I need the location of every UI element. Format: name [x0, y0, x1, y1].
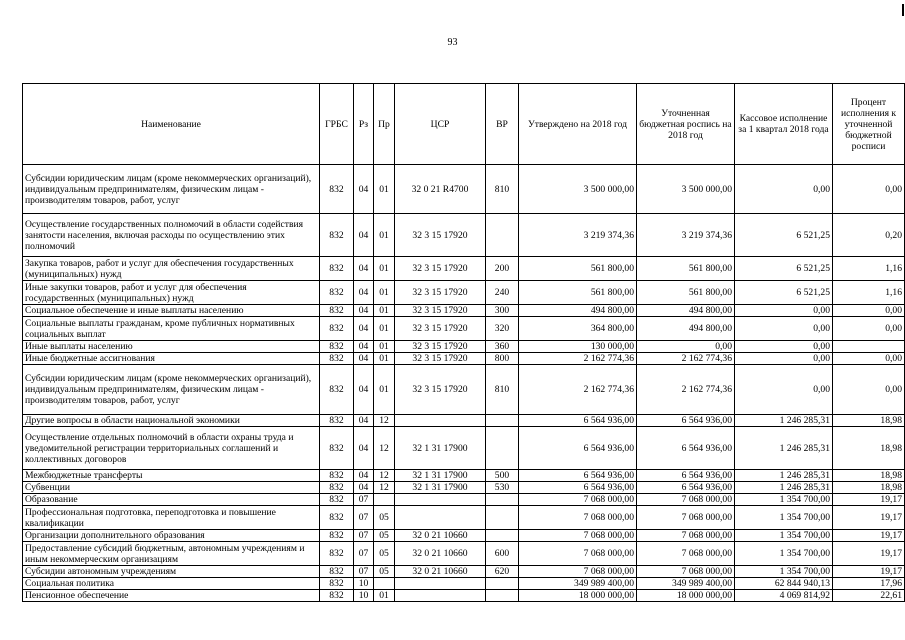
cell-approved: 18 000 000,00: [519, 590, 637, 602]
cell-grbs: 832: [320, 365, 354, 415]
cell-revised: 349 989 400,00: [637, 578, 735, 590]
cell-approved: 494 800,00: [519, 305, 637, 317]
cell-approved: 2 162 774,36: [519, 353, 637, 365]
cell-cash: 0,00: [735, 341, 833, 353]
cell-csr: 32 0 21 10660: [395, 542, 486, 566]
cell-percent: 0,00: [833, 353, 905, 365]
cell-approved: 349 989 400,00: [519, 578, 637, 590]
cell-csr: [395, 494, 486, 506]
table-row: [23, 305, 905, 317]
cell-vr: 300: [486, 305, 519, 317]
cell-csr: 32 0 21 R4700: [395, 165, 486, 214]
cell-approved: 3 219 374,36: [519, 214, 637, 257]
cell-csr: 32 3 15 17920: [395, 353, 486, 365]
cell-vr: 810: [486, 165, 519, 214]
table-row: [23, 365, 905, 415]
header-csr: ЦСР: [395, 84, 486, 165]
cell-vr: 240: [486, 281, 519, 305]
cell-approved: 6 564 936,00: [519, 427, 637, 470]
cell-revised: 6 564 936,00: [637, 415, 735, 427]
cell-pr: 01: [374, 341, 395, 353]
cell-revised: 7 068 000,00: [637, 530, 735, 542]
cell-percent: 19,17: [833, 542, 905, 566]
cell-revised: 7 068 000,00: [637, 542, 735, 566]
cell-revised: 7 068 000,00: [637, 494, 735, 506]
cell-grbs: 832: [320, 470, 354, 482]
cell-csr: 32 3 15 17920: [395, 214, 486, 257]
header-percent: Процент исполнения к уточненной бюджетной росписи: [833, 84, 905, 165]
cell-csr: 32 3 15 17920: [395, 281, 486, 305]
cell-grbs: 832: [320, 305, 354, 317]
cell-pr: 05: [374, 506, 395, 530]
cell-vr: [486, 415, 519, 427]
cell-grbs: 832: [320, 257, 354, 281]
cell-name: Пенсионное обеспечение: [23, 590, 320, 602]
cell-approved: 7 068 000,00: [519, 530, 637, 542]
cell-rz: 07: [354, 542, 374, 566]
cell-percent: 18,98: [833, 427, 905, 470]
cell-revised: 6 564 936,00: [637, 482, 735, 494]
cell-cash: 62 844 940,13: [735, 578, 833, 590]
budget-execution-table: [22, 83, 905, 602]
cell-grbs: 832: [320, 427, 354, 470]
cell-name: Организации дополнительного образования: [23, 530, 320, 542]
cell-name: Иные выплаты населению: [23, 341, 320, 353]
cell-csr: 32 1 31 17900: [395, 482, 486, 494]
cell-csr: [395, 578, 486, 590]
table-row: [23, 506, 905, 530]
scan-edge-mark: [902, 4, 904, 16]
cell-percent: 1,16: [833, 281, 905, 305]
cell-percent: 19,17: [833, 494, 905, 506]
cell-approved: 6 564 936,00: [519, 415, 637, 427]
table-row: [23, 214, 905, 257]
cell-cash: 6 521,25: [735, 214, 833, 257]
cell-cash: 1 246 285,31: [735, 470, 833, 482]
header-approved: Утверждено на 2018 год: [519, 84, 637, 165]
cell-vr: [486, 578, 519, 590]
cell-grbs: 832: [320, 494, 354, 506]
cell-grbs: 832: [320, 566, 354, 578]
cell-name: Профессиональная подготовка, переподготовка и повышение квалификации: [23, 506, 320, 530]
cell-percent: [833, 341, 905, 353]
cell-name: Иные бюджетные ассигнования: [23, 353, 320, 365]
cell-cash: 6 521,25: [735, 257, 833, 281]
cell-rz: 04: [354, 482, 374, 494]
cell-revised: 494 800,00: [637, 317, 735, 341]
cell-csr: [395, 590, 486, 602]
cell-name: Иные закупки товаров, работ и услуг для обеспечения государственных (муниципальных) нужд: [23, 281, 320, 305]
cell-csr: 32 0 21 10660: [395, 530, 486, 542]
cell-rz: 04: [354, 257, 374, 281]
cell-grbs: 832: [320, 506, 354, 530]
cell-revised: 7 068 000,00: [637, 566, 735, 578]
header-pr: Пр: [374, 84, 395, 165]
cell-revised: 2 162 774,36: [637, 365, 735, 415]
cell-percent: 0,00: [833, 165, 905, 214]
cell-name: Социальные выплаты гражданам, кроме публичных нормативных социальных выплат: [23, 317, 320, 341]
table-row: [23, 317, 905, 341]
cell-grbs: 832: [320, 165, 354, 214]
cell-name: Субсидии юридическим лицам (кроме некоммерческих организаций), индивидуальным предпринимателям, физическим лицам - производителям товаров, работ, услуг: [23, 165, 320, 214]
header-grbs: ГРБС: [320, 84, 354, 165]
cell-approved: 364 800,00: [519, 317, 637, 341]
table-row: [23, 281, 905, 305]
table-row: [23, 494, 905, 506]
cell-vr: [486, 494, 519, 506]
cell-pr: 01: [374, 281, 395, 305]
cell-rz: 04: [354, 470, 374, 482]
table-row: [23, 530, 905, 542]
cell-grbs: 832: [320, 542, 354, 566]
table-row: [23, 427, 905, 470]
cell-percent: 0,00: [833, 305, 905, 317]
cell-cash: 1 246 285,31: [735, 427, 833, 470]
cell-grbs: 832: [320, 317, 354, 341]
cell-grbs: 832: [320, 578, 354, 590]
cell-csr: 32 3 15 17920: [395, 317, 486, 341]
cell-pr: 12: [374, 470, 395, 482]
cell-grbs: 832: [320, 214, 354, 257]
table-body: [23, 165, 905, 602]
cell-approved: 2 162 774,36: [519, 365, 637, 415]
cell-approved: 7 068 000,00: [519, 566, 637, 578]
cell-grbs: 832: [320, 281, 354, 305]
cell-pr: 01: [374, 305, 395, 317]
cell-pr: 12: [374, 415, 395, 427]
cell-rz: 07: [354, 530, 374, 542]
table-row: [23, 415, 905, 427]
cell-percent: 19,17: [833, 566, 905, 578]
table-row: [23, 542, 905, 566]
table-row: [23, 257, 905, 281]
cell-approved: 130 000,00: [519, 341, 637, 353]
cell-percent: 17,96: [833, 578, 905, 590]
cell-pr: 01: [374, 590, 395, 602]
cell-grbs: 832: [320, 482, 354, 494]
cell-name: Образование: [23, 494, 320, 506]
cell-approved: 6 564 936,00: [519, 470, 637, 482]
cell-name: Социальная политика: [23, 578, 320, 590]
cell-approved: 3 500 000,00: [519, 165, 637, 214]
cell-csr: 32 3 15 17920: [395, 257, 486, 281]
cell-rz: 04: [354, 365, 374, 415]
cell-pr: [374, 494, 395, 506]
cell-grbs: 832: [320, 341, 354, 353]
cell-vr: [486, 590, 519, 602]
cell-name: Другие вопросы в области национальной экономики: [23, 415, 320, 427]
header-rz: Рз: [354, 84, 374, 165]
cell-csr: 32 1 31 17900: [395, 470, 486, 482]
cell-cash: 1 354 700,00: [735, 506, 833, 530]
cell-rz: 04: [354, 415, 374, 427]
cell-percent: 0,00: [833, 317, 905, 341]
cell-name: Осуществление государственных полномочий в области содействия занятости населения, включая расходы по осуществлению этих полномочий: [23, 214, 320, 257]
table-row: [23, 341, 905, 353]
cell-cash: 0,00: [735, 353, 833, 365]
cell-vr: 320: [486, 317, 519, 341]
cell-csr: 32 3 15 17920: [395, 365, 486, 415]
cell-pr: 01: [374, 214, 395, 257]
cell-name: Межбюджетные трансферты: [23, 470, 320, 482]
cell-rz: 04: [354, 281, 374, 305]
cell-approved: 6 564 936,00: [519, 482, 637, 494]
table-row: [23, 470, 905, 482]
cell-name: Субсидии юридическим лицам (кроме некоммерческих организаций), индивидуальным предпринимателям, физическим лицам - производителям товаров, работ, услуг: [23, 365, 320, 415]
cell-revised: 18 000 000,00: [637, 590, 735, 602]
header-revised: Уточненная бюджетная роспись на 2018 год: [637, 84, 735, 165]
table-row: [23, 590, 905, 602]
cell-cash: 1 354 700,00: [735, 494, 833, 506]
cell-pr: 12: [374, 482, 395, 494]
table-row: [23, 165, 905, 214]
cell-revised: 6 564 936,00: [637, 427, 735, 470]
cell-grbs: 832: [320, 590, 354, 602]
cell-revised: 7 068 000,00: [637, 506, 735, 530]
cell-revised: 0,00: [637, 341, 735, 353]
cell-vr: 500: [486, 470, 519, 482]
cell-revised: 494 800,00: [637, 305, 735, 317]
page-number: 93: [447, 37, 458, 48]
cell-pr: 01: [374, 353, 395, 365]
cell-rz: 04: [354, 341, 374, 353]
table-row: [23, 353, 905, 365]
cell-cash: 0,00: [735, 317, 833, 341]
cell-name: Социальное обеспечение и иные выплаты населению: [23, 305, 320, 317]
cell-pr: 05: [374, 542, 395, 566]
cell-grbs: 832: [320, 353, 354, 365]
cell-pr: 05: [374, 530, 395, 542]
cell-approved: 7 068 000,00: [519, 494, 637, 506]
header-cash: Кассовое исполнение за 1 квартал 2018 года: [735, 84, 833, 165]
cell-percent: 18,98: [833, 415, 905, 427]
cell-percent: 0,20: [833, 214, 905, 257]
cell-percent: 0,00: [833, 365, 905, 415]
table-row: [23, 566, 905, 578]
cell-vr: 810: [486, 365, 519, 415]
cell-vr: [486, 214, 519, 257]
cell-pr: [374, 578, 395, 590]
cell-rz: 07: [354, 506, 374, 530]
cell-percent: 18,98: [833, 482, 905, 494]
cell-pr: 12: [374, 427, 395, 470]
cell-pr: 05: [374, 566, 395, 578]
cell-name: Предоставление субсидий бюджетным, автономным учреждениям и иным некоммерческим организациям: [23, 542, 320, 566]
cell-name: Субвенции: [23, 482, 320, 494]
cell-vr: 200: [486, 257, 519, 281]
cell-vr: 530: [486, 482, 519, 494]
cell-rz: 04: [354, 165, 374, 214]
cell-rz: 10: [354, 590, 374, 602]
cell-revised: 561 800,00: [637, 281, 735, 305]
cell-vr: [486, 506, 519, 530]
cell-cash: 1 354 700,00: [735, 566, 833, 578]
header-vr: ВР: [486, 84, 519, 165]
cell-approved: 7 068 000,00: [519, 542, 637, 566]
cell-percent: 18,98: [833, 470, 905, 482]
cell-csr: [395, 506, 486, 530]
cell-name: Осуществление отдельных полномочий в области охраны труда и уведомительной регистрации территориальных соглашений и коллективных договоров: [23, 427, 320, 470]
cell-vr: 360: [486, 341, 519, 353]
cell-pr: 01: [374, 165, 395, 214]
cell-approved: 7 068 000,00: [519, 506, 637, 530]
cell-rz: 04: [354, 305, 374, 317]
header-name: Наименование: [23, 84, 320, 165]
cell-cash: 1 246 285,31: [735, 415, 833, 427]
cell-csr: 32 0 21 10660: [395, 566, 486, 578]
cell-rz: 10: [354, 578, 374, 590]
cell-revised: 3 219 374,36: [637, 214, 735, 257]
cell-pr: 01: [374, 257, 395, 281]
cell-revised: 3 500 000,00: [637, 165, 735, 214]
cell-percent: 19,17: [833, 530, 905, 542]
cell-csr: 32 3 15 17920: [395, 341, 486, 353]
cell-vr: 600: [486, 542, 519, 566]
cell-csr: [395, 415, 486, 427]
cell-percent: 22,61: [833, 590, 905, 602]
cell-cash: 1 246 285,31: [735, 482, 833, 494]
cell-cash: 4 069 814,92: [735, 590, 833, 602]
cell-vr: 620: [486, 566, 519, 578]
cell-csr: 32 1 31 17900: [395, 427, 486, 470]
cell-cash: 1 354 700,00: [735, 542, 833, 566]
cell-percent: 1,16: [833, 257, 905, 281]
cell-revised: 6 564 936,00: [637, 470, 735, 482]
cell-revised: 561 800,00: [637, 257, 735, 281]
cell-cash: 0,00: [735, 365, 833, 415]
cell-grbs: 832: [320, 415, 354, 427]
table-row: [23, 578, 905, 590]
table-row: [23, 482, 905, 494]
cell-rz: 04: [354, 214, 374, 257]
cell-cash: 6 521,25: [735, 281, 833, 305]
cell-vr: [486, 530, 519, 542]
cell-vr: 800: [486, 353, 519, 365]
cell-percent: 19,17: [833, 506, 905, 530]
cell-rz: 04: [354, 353, 374, 365]
cell-pr: 01: [374, 365, 395, 415]
cell-rz: 07: [354, 494, 374, 506]
cell-cash: 1 354 700,00: [735, 530, 833, 542]
cell-rz: 04: [354, 317, 374, 341]
cell-cash: 0,00: [735, 305, 833, 317]
cell-csr: 32 3 15 17920: [395, 305, 486, 317]
cell-grbs: 832: [320, 530, 354, 542]
cell-vr: [486, 427, 519, 470]
cell-name: Субсидии автономным учреждениям: [23, 566, 320, 578]
cell-approved: 561 800,00: [519, 281, 637, 305]
cell-revised: 2 162 774,36: [637, 353, 735, 365]
cell-rz: 04: [354, 427, 374, 470]
cell-name: Закупка товаров, работ и услуг для обеспечения государственных (муниципальных) нужд: [23, 257, 320, 281]
cell-cash: 0,00: [735, 165, 833, 214]
cell-approved: 561 800,00: [519, 257, 637, 281]
cell-rz: 07: [354, 566, 374, 578]
cell-pr: 01: [374, 317, 395, 341]
